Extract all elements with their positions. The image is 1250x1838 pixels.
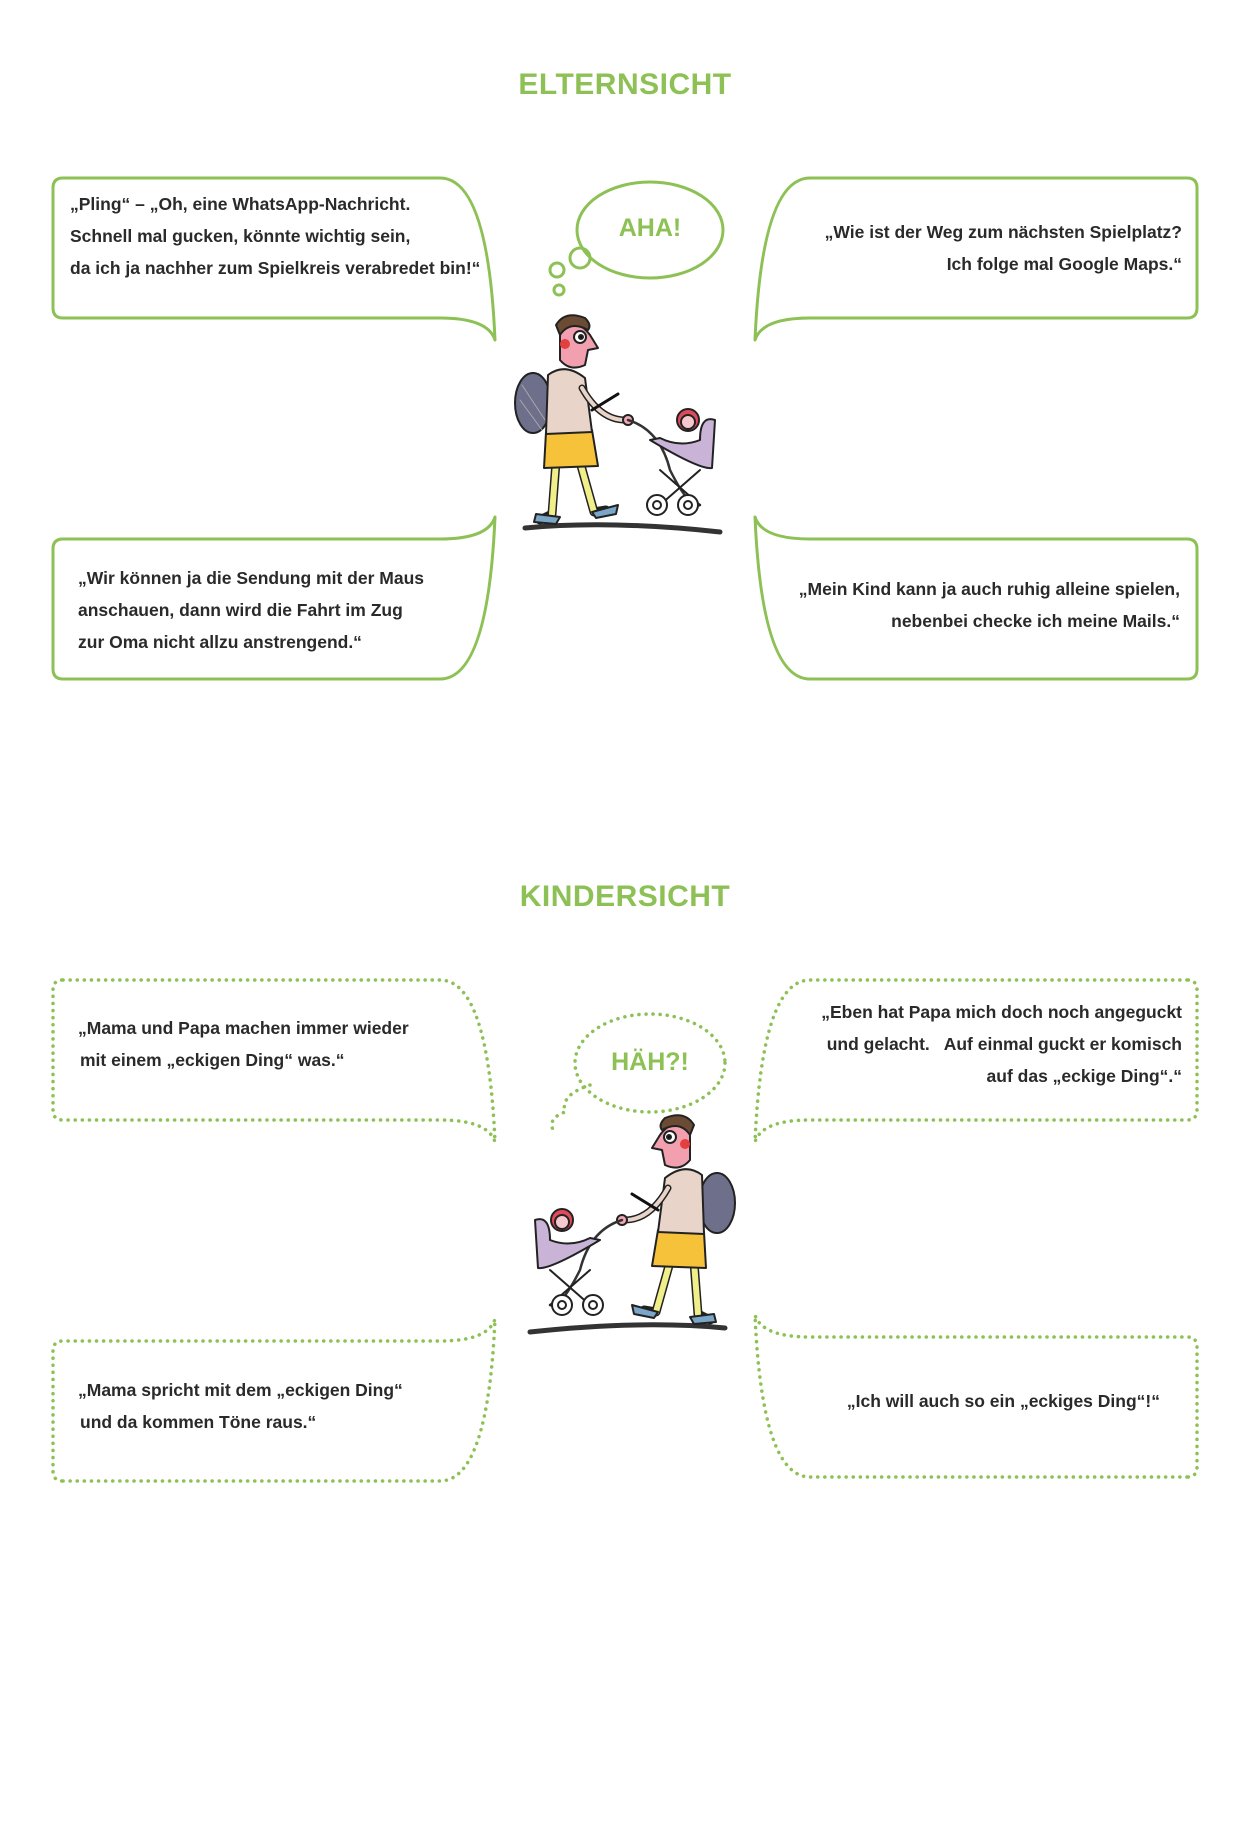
quote-line: „Mein Kind kann ja auch ruhig alleine spielen, xyxy=(798,579,1180,599)
parent-quote-whatsapp xyxy=(70,188,480,284)
quote-line: „Mama spricht mit dem „eckigen Ding“ xyxy=(78,1380,403,1400)
quote-line: „Wir können ja die Sendung mit der Maus xyxy=(78,568,424,588)
quote-line: und da kommen Töne raus.“ xyxy=(80,1412,317,1432)
aha-thought-text: AHA! xyxy=(618,214,682,242)
quote-line: „Ich will auch so ein „eckiges Ding“!“ xyxy=(846,1391,1160,1411)
quote-line: „Pling“ – „Oh, eine WhatsApp-Nachricht. xyxy=(70,194,411,214)
quote-line: da ich ja nachher zum Spielkreis verabredet bin!“ xyxy=(70,258,481,278)
quote-line: anschauen, dann wird die Fahrt im Zug xyxy=(78,600,403,620)
quote-line: auf das „eckige Ding“.“ xyxy=(986,1066,1182,1086)
elternsicht-heading: ELTERNSICHT xyxy=(518,68,732,101)
parent-quote-sendung-maus xyxy=(78,562,424,658)
kindersicht-heading: KINDERSICHT xyxy=(519,880,731,913)
parent-quote-mails xyxy=(799,573,1180,637)
quote-line: zur Oma nicht allzu anstrengend.“ xyxy=(78,632,362,652)
quote-line: „Mama und Papa machen immer wieder xyxy=(78,1018,409,1038)
child-quote-toene xyxy=(78,1374,403,1438)
quote-line: „Wie ist der Weg zum nächsten Spielplatz? xyxy=(824,222,1182,242)
child-quote-ich-will-auch xyxy=(847,1385,1160,1417)
child-quote-papa-angeguckt xyxy=(821,996,1182,1092)
quote-line: „Eben hat Papa mich doch noch angeguckt xyxy=(821,1002,1182,1022)
parent-quote-google-maps xyxy=(825,216,1182,280)
quote-line: mit einem „eckigen Ding“ was.“ xyxy=(80,1050,345,1070)
quote-line: nebenbei checke ich meine Mails.“ xyxy=(891,611,1180,631)
child-quote-eckiges-ding xyxy=(78,1012,409,1076)
haeh-thought-text: HÄH?! xyxy=(611,1048,689,1076)
quote-line: Schnell mal gucken, könnte wichtig sein, xyxy=(70,226,411,246)
quote-line: und gelacht. Auf einmal guckt er komisch xyxy=(826,1034,1182,1054)
quote-line: Ich folge mal Google Maps.“ xyxy=(946,254,1182,274)
